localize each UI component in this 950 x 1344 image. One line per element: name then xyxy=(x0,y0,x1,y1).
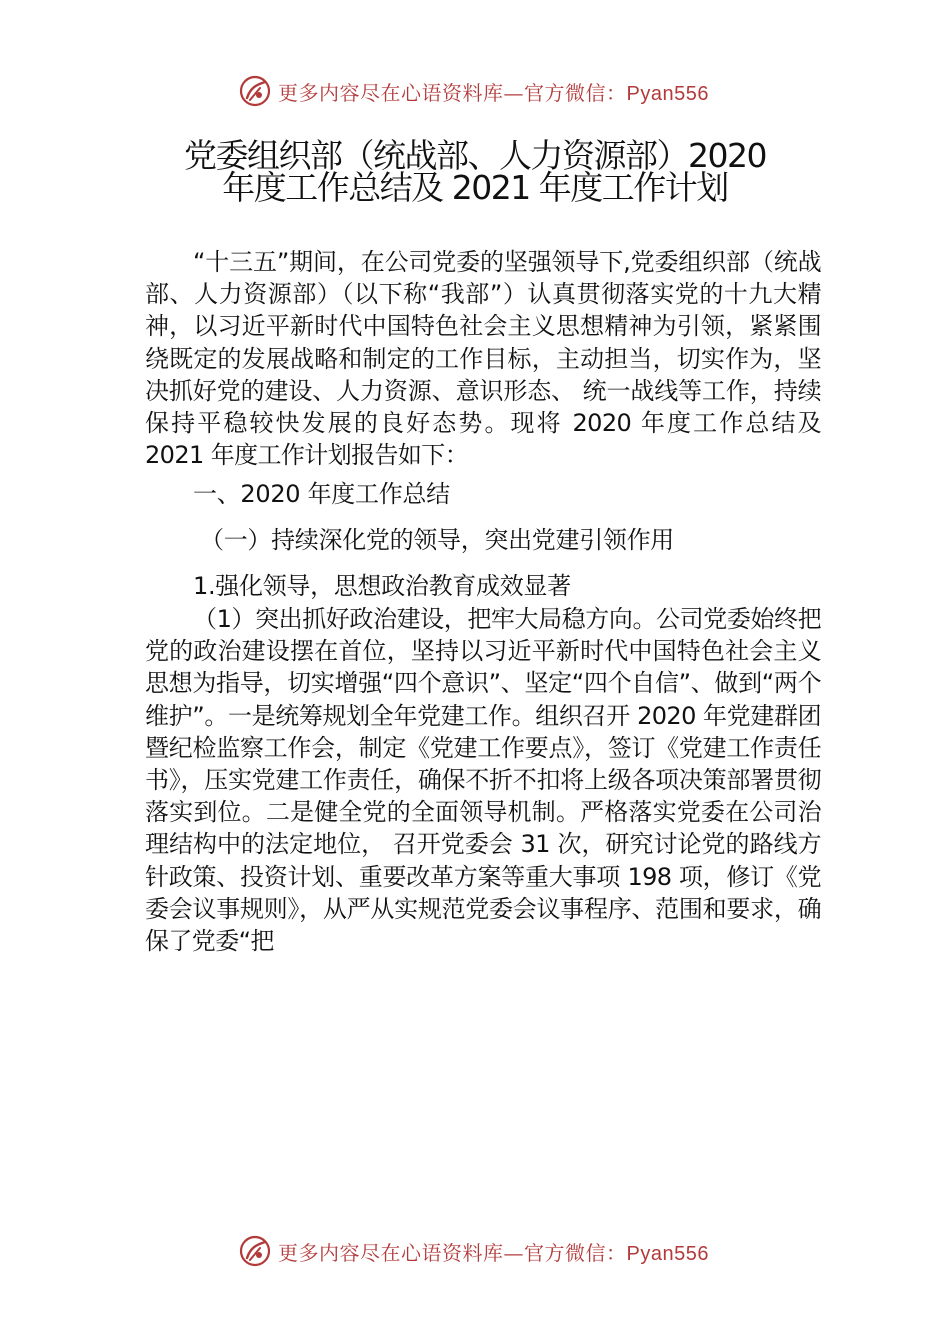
document-title-line1: 党委组织部（统战部、人力资源部）2020 xyxy=(184,136,766,175)
watermark-text: 更多内容尽在心语资料库—官方微信： xyxy=(278,1240,627,1265)
intro-paragraph: “十三五”期间，在公司党委的坚强领导下,党委组织部（统战部、人力资源部）（以下称“我部”）认真贯彻落实党的十九大精神，以习近平新时代中国特色社会主义思想精神为引领，紧紧围绕既定的发展战略和制定的工作目标，主动担当，切实作为，坚决抓好党的建设、人力资源、意识形态、 统一战线等工作，持续保持平稳较快发展的良好态势。现将 2020 年度工作总结及 2021 年度工作计划报告如下： xyxy=(145,248,821,470)
watermark-text: 更多内容尽在心语资料库—官方微信： xyxy=(278,80,627,105)
section-heading: 一、2020 年度工作总结 xyxy=(193,480,450,508)
watermark-logo-icon xyxy=(238,74,272,108)
watermark-top xyxy=(238,73,709,109)
item-heading: 1.强化领导，思想政治教育成效显著 xyxy=(193,572,571,600)
watermark-bottom xyxy=(238,1233,709,1269)
watermark-contact: Pyan556 xyxy=(626,1242,709,1265)
body-paragraph: （1）突出抓好政治建设，把牢大局稳方向。公司党委始终把党的政治建设摆在首位，坚持以习近平新时代中国特色社会主义思想为指导，切实增强“四个意识”、坚定“四个自信”、做到“两个维护”。一是统筹规划全年党建工作。组织召开 2020 年党建群团暨纪检监察工作会，制定《党建工作要点》，签订《党建工作责任书》，压实党建工作责任，确保不折不扣将上级各项决策部署贯彻落实到位。二是健全党的全面领导机制。严格落实党委在公司治理结构中的法定地位， 召开党委会 31 次，研究讨论党的路线方针政策、投资计划、重要改革方案等重大事项 198 项，修订《党委会议事规则》，从严从实规范党委会议事程序、范围和要求，确保了党委“把 xyxy=(145,605,821,956)
watermark-logo-icon xyxy=(238,1234,272,1268)
document-title-line2: 年度工作总结及 2021 年度工作计划 xyxy=(222,168,728,207)
watermark-contact: Pyan556 xyxy=(626,82,709,105)
subsection-heading: （一）持续深化党的领导，突出党建引领作用 xyxy=(200,526,674,554)
